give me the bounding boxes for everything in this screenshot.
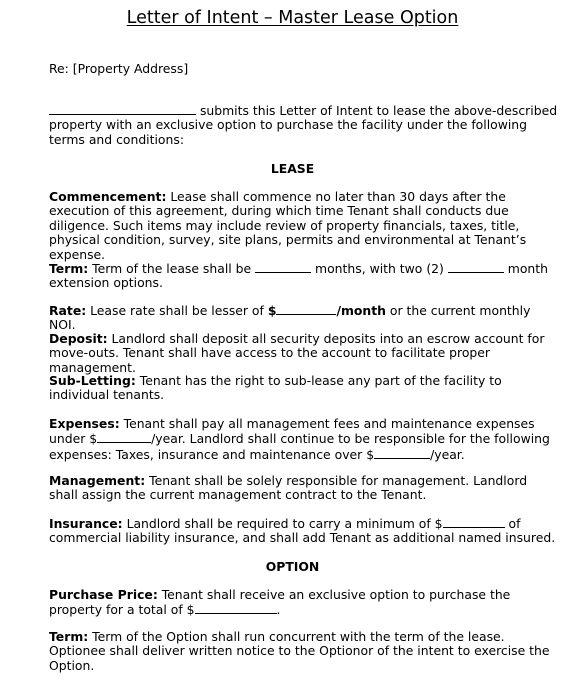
insurance-text-2: of commercial liability insurance, and shall add Tenant as additional named insured.	[49, 516, 556, 546]
option-heading: OPTION	[265, 559, 320, 574]
commencement-paragraph	[49, 190, 559, 262]
term-text-3: month extension options.	[49, 261, 548, 291]
insurance-text-1: Landlord shall be required to carry a minimum of $	[122, 516, 443, 531]
purchase-price-blank[interactable]	[195, 602, 277, 614]
term-paragraph	[49, 261, 559, 291]
subletting-text: Tenant has the right to sub-lease any part of the facility to individual tenants.	[49, 373, 502, 403]
purchase-price-text-2: .	[276, 602, 281, 618]
rate-dollar-sign: $	[267, 303, 277, 318]
subletting-paragraph	[49, 374, 559, 403]
extension-term-blank[interactable]	[448, 261, 504, 273]
purchase-price-text-1: Tenant shall receive an exclusive option to purchase the property for a total of $	[49, 587, 511, 618]
rate-label: Rate:	[49, 303, 87, 318]
expenses-text-3: /year.	[430, 446, 465, 462]
expenses-label: Expenses:	[49, 416, 120, 431]
term-text-2: months, with two (2)	[311, 261, 448, 276]
option-term-label: Term:	[49, 629, 89, 644]
management-text: Tenant shall be solely responsible for management. Landlord shall assign the current management contract to the Tenant.	[49, 473, 528, 503]
expenses-threshold-blank[interactable]	[97, 431, 151, 443]
commencement-text: Lease shall commence no later than 30 days after the execution of this agreement, during which time Tenant shall conducts due diligence. Such items may include review of property financials, taxes, title, physical condition, survey, site plans, permits and environmental at Tenant’s expense.	[49, 189, 527, 262]
intro-paragraph	[49, 103, 559, 147]
expenses-text-2: /year. Landlord shall continue to be responsible for the following expenses: Taxes, insurance and maintenance over $	[49, 431, 550, 462]
insurance-label: Insurance:	[49, 516, 123, 531]
tenant-name-blank[interactable]	[49, 103, 196, 115]
rate-per-month: /month	[336, 303, 386, 318]
option-term-paragraph	[49, 630, 559, 673]
term-label: Term:	[49, 261, 89, 276]
subletting-label: Sub-Letting:	[49, 373, 136, 388]
lease-term-blank[interactable]	[255, 261, 311, 273]
insurance-amount-blank[interactable]	[443, 516, 505, 528]
management-label: Management:	[49, 473, 146, 488]
deposit-label: Deposit:	[49, 331, 108, 346]
rate-text-1: Lease rate shall be lesser of	[86, 303, 268, 318]
purchase-price-paragraph	[49, 588, 559, 618]
option-term-text: Term of the Option shall run concurrent with the term of the lease. Optionee shall deliver written notice to the Optionor of the intent to exercise the Option.	[49, 629, 550, 673]
expenses-text-1: Tenant shall pay all management fees and maintenance expenses under $	[49, 416, 535, 447]
rate-text-2: or the current monthly NOI.	[49, 303, 531, 333]
document-title: Letter of Intent – Master Lease Option	[126, 8, 459, 28]
property-address-line: Re: [Property Address]	[49, 61, 189, 76]
deposit-paragraph	[49, 332, 559, 375]
term-text-1: Term of the lease shall be	[88, 261, 256, 276]
maintenance-threshold-blank[interactable]	[374, 447, 430, 459]
expenses-paragraph	[49, 417, 559, 462]
rate-amount-blank[interactable]	[276, 303, 336, 315]
lease-heading: LEASE	[270, 161, 315, 176]
deposit-text: Landlord shall deposit all security deposits into an escrow account for move-outs. Tenant shall have access to the account to facilitate proper management.	[49, 331, 545, 375]
insurance-paragraph	[49, 516, 559, 546]
management-paragraph	[49, 474, 559, 503]
purchase-price-label: Purchase Price:	[49, 587, 158, 602]
rate-paragraph	[49, 303, 559, 333]
intro-text: submits this Letter of Intent to lease the above-described property with an exclusive option to purchase the facility under the following terms and conditions:	[49, 103, 558, 147]
commencement-label: Commencement:	[49, 189, 167, 204]
